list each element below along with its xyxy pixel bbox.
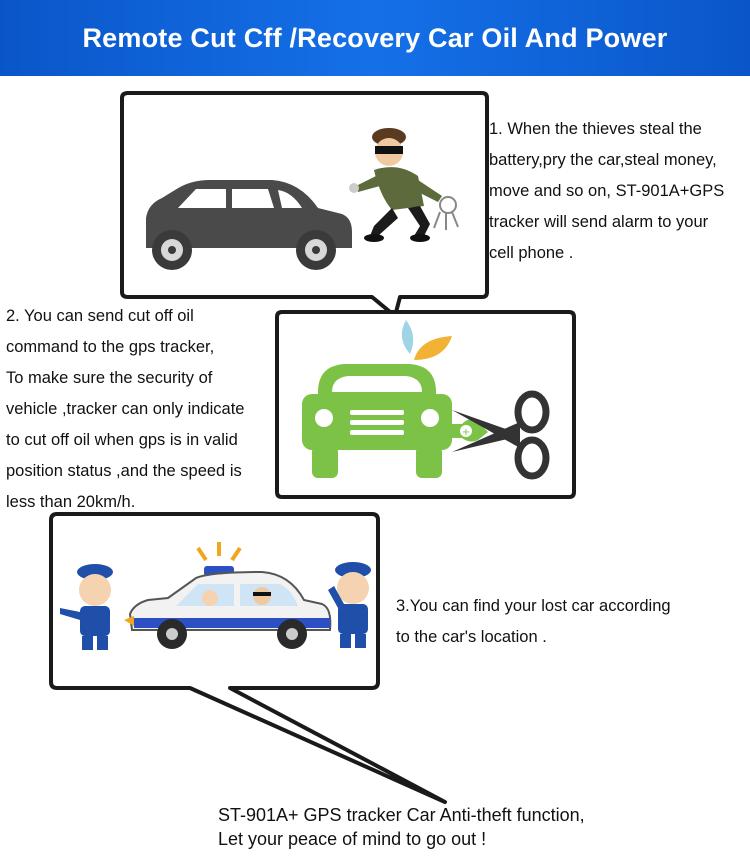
banner-title: Remote Cut Cff /Recovery Car Oil And Power xyxy=(82,22,668,53)
step-2-line: to cut off oil when gps is in valid xyxy=(6,431,238,449)
step-2-line: 2. You can send cut off oil xyxy=(6,307,194,325)
step-1-line: tracker will send alarm to your xyxy=(489,213,709,231)
step-1-line: 1. When the thieves steal the xyxy=(489,120,702,138)
step-3-line: to the car's location . xyxy=(396,628,547,646)
step-3-line: 3.You can find your lost car according xyxy=(396,597,671,615)
step-2-line: vehicle ,tracker can only indicate xyxy=(6,400,245,418)
step-2-line: position status ,and the speed is xyxy=(6,462,242,480)
step-2-line: less than 20km/h. xyxy=(6,493,136,511)
step-3-description xyxy=(396,591,671,653)
step-1-line: cell phone . xyxy=(489,244,574,262)
speech-bubble-3 xyxy=(51,514,445,802)
step-1-line: battery,pry the car,steal money, xyxy=(489,151,717,169)
step-1-line: move and so on, ST-901A+GPS xyxy=(489,182,725,200)
step-2-line: command to the gps tracker, xyxy=(6,338,215,356)
svg-text:+: + xyxy=(461,427,471,438)
step-2-description xyxy=(6,301,244,518)
footer-tagline xyxy=(218,803,585,851)
step-2-line: To make sure the security of xyxy=(6,369,213,387)
footer-line: ST-901A+ GPS tracker Car Anti-theft function, xyxy=(218,805,585,825)
footer-line: Let your peace of mind to go out ! xyxy=(218,829,487,849)
step-1-description xyxy=(489,114,724,269)
